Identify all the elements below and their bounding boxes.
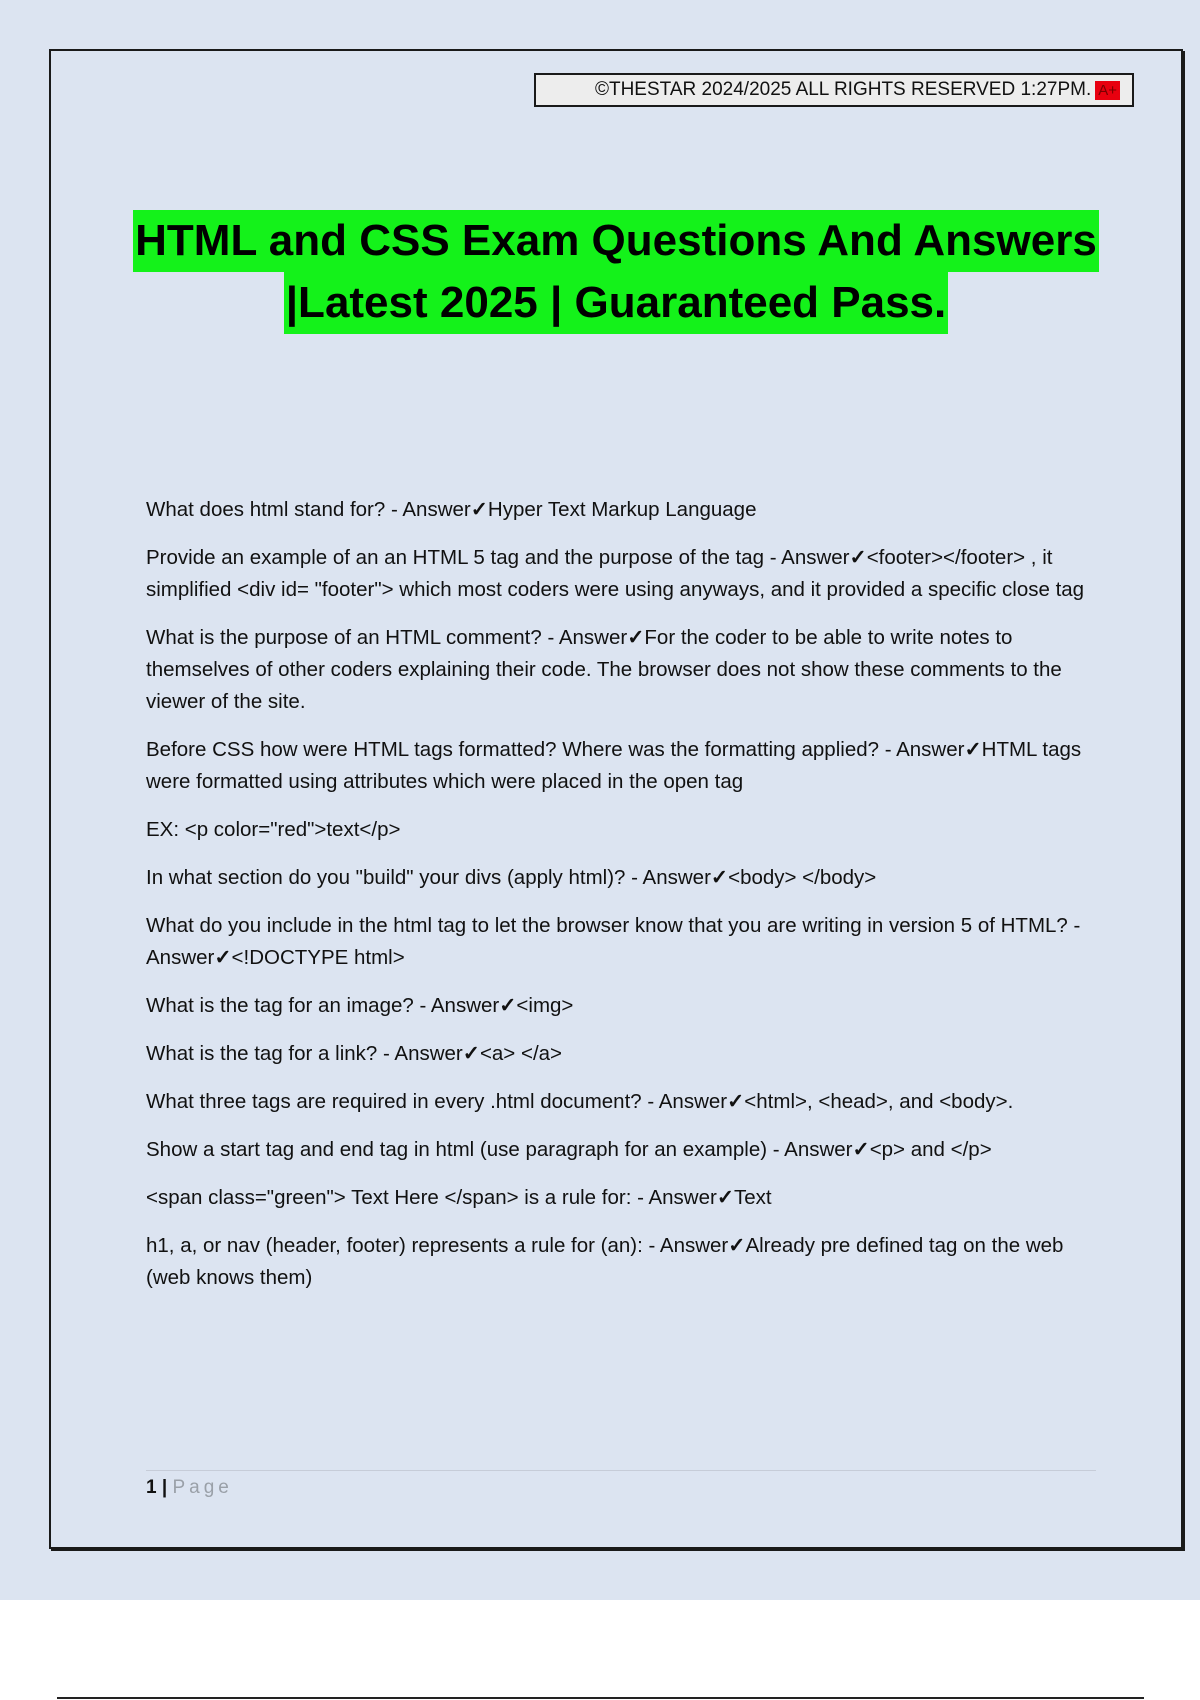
check-icon: ✓ <box>710 866 729 889</box>
qa-item-example <box>146 814 1096 846</box>
question-text: Show a start tag and end tag in html (use paragraph for an example) - Answer <box>146 1138 853 1161</box>
check-icon: ✓ <box>470 498 488 521</box>
answer-text: <img> <box>516 994 574 1017</box>
answer-text: Text <box>734 1186 772 1209</box>
qa-item <box>146 734 1096 798</box>
answer-text: <html>, <head>, and <body>. <box>744 1090 1014 1113</box>
check-icon: ✓ <box>852 1138 870 1161</box>
qa-item <box>146 1038 1096 1070</box>
question-text: What is the tag for an image? - Answer <box>146 994 500 1017</box>
document-title <box>100 210 1132 334</box>
page-separator: | <box>161 1477 168 1498</box>
qa-item <box>146 910 1096 974</box>
question-text: What do you include in the html tag to let the browser know that you are writing in version 5 of HTML? - Answer <box>146 914 1081 969</box>
page-label: Page <box>172 1477 233 1498</box>
copyright-text: ©THESTAR 2024/2025 ALL RIGHTS RESERVED 1:27PM. <box>594 79 1092 100</box>
qa-item <box>146 1230 1096 1294</box>
example-text: EX: <p color="red">text</p> <box>146 818 401 841</box>
title-line-1: HTML and CSS Exam Questions And Answers <box>133 210 1099 272</box>
qa-item <box>146 622 1096 718</box>
question-text: In what section do you "build" your divs (apply html)? - Answer <box>146 866 711 889</box>
answer-text: For the coder to be able to write notes to themselves of other coders explaining their code. The browser does not show these comments to the viewer of the site. <box>146 626 1062 713</box>
check-icon: ✓ <box>728 1234 746 1257</box>
check-icon: ✓ <box>727 1090 745 1113</box>
question-text: What is the tag for a link? - Answer <box>146 1042 463 1065</box>
question-text: h1, a, or nav (header, footer) represents a rule for (an): - Answer <box>146 1234 729 1257</box>
answer-text: Already pre defined tag on the web (web knows them) <box>146 1234 1064 1289</box>
qa-item <box>146 862 1096 894</box>
check-icon: ✓ <box>214 946 232 969</box>
question-text: What three tags are required in every .html document? - Answer <box>146 1090 728 1113</box>
question-text: What does html stand for? - Answer <box>146 498 471 521</box>
check-icon: ✓ <box>627 626 645 649</box>
qa-item <box>146 494 1096 526</box>
check-icon: ✓ <box>716 1186 735 1209</box>
grade-badge: A+ <box>1095 81 1120 100</box>
check-icon: ✓ <box>964 738 982 761</box>
answer-text: <p> and </p> <box>869 1138 992 1161</box>
answer-text: HTML tags were formatted using attributes which were placed in the open tag <box>146 738 1082 793</box>
check-icon: ✓ <box>499 994 517 1017</box>
qa-item <box>146 990 1096 1022</box>
answer-text: <body> </body> <box>728 866 877 889</box>
check-icon: ✓ <box>462 1042 480 1065</box>
qa-item <box>146 1134 1096 1166</box>
qa-item <box>146 1182 1096 1214</box>
qa-item <box>146 1086 1096 1118</box>
answer-text: <footer></footer> , it simplified <div id= "footer"> which most coders were using anyways, and it provided a specific close tag <box>146 546 1085 601</box>
copyright-header <box>534 73 1134 107</box>
question-text: What is the purpose of an HTML comment? - Answer <box>146 626 628 649</box>
qa-list <box>146 494 1096 1310</box>
page-number: 1 <box>146 1477 157 1498</box>
page-footer <box>146 1470 1096 1499</box>
answer-text: <a> </a> <box>479 1042 563 1065</box>
answer-text: Hyper Text Markup Language <box>487 498 757 521</box>
bottom-divider <box>57 1697 1144 1699</box>
title-line-2: |Latest 2025 | Guaranteed Pass. <box>284 272 949 334</box>
question-text: Provide an example of an an HTML 5 tag and the purpose of the tag - Answer <box>146 546 850 569</box>
answer-text: <!DOCTYPE html> <box>231 946 405 969</box>
qa-item <box>146 542 1096 606</box>
question-text: <span class="green"> Text Here </span> is a rule for: - Answer <box>146 1186 717 1209</box>
question-text: Before CSS how were HTML tags formatted? Where was the formatting applied? - Answer <box>146 738 965 761</box>
check-icon: ✓ <box>849 546 867 569</box>
